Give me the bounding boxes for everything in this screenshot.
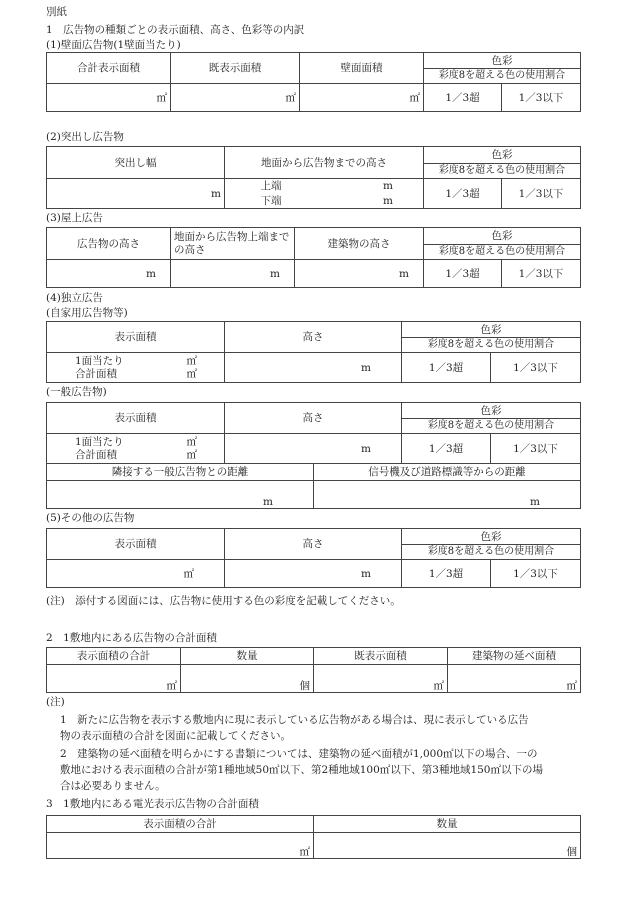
rooftop-ad-table: [46, 227, 581, 288]
rooftop-ad-title: (3)屋上広告: [46, 212, 103, 224]
unit-per-face: ㎡: [186, 354, 197, 367]
cell-color-over: 1／3超: [402, 434, 491, 464]
cell-color-under: 1／3以下: [491, 353, 581, 383]
header-building-height: 建築物の高さ: [295, 228, 424, 260]
section-2-note-2: [60, 746, 543, 794]
own-use-ad-title: (自家用広告物等): [46, 307, 128, 319]
cell-distance-signal: m: [314, 481, 581, 509]
label-bottom-edge: 下端: [225, 194, 285, 209]
header-color: 色彩: [402, 322, 581, 338]
cell-display-area: [47, 353, 225, 383]
note-1-line-1: 1 新たに広告物を表示する敷地内に現に表示している広告物がある場合は、現に表示している広告: [60, 714, 529, 726]
label-per-face: 1面当たり: [75, 435, 124, 448]
cell-floor-area: ㎡: [448, 665, 581, 693]
cell-existing-area: ㎡: [314, 665, 448, 693]
header-color-ratio: 彩度8を超える色の使用割合: [402, 419, 581, 434]
other-ad-table: [46, 528, 581, 588]
header-height: 高さ: [225, 322, 402, 353]
header-color-ratio: 彩度8を超える色の使用割合: [424, 245, 581, 260]
cell-color-under: 1／3以下: [491, 434, 581, 464]
own-use-ad-table: [46, 321, 581, 383]
header-height: 高さ: [225, 403, 402, 434]
cell-height: m: [225, 434, 402, 464]
cell-total-display-area: ㎡: [47, 833, 314, 859]
cell-distance-adjacent: m: [47, 481, 314, 509]
general-ad-table: [46, 402, 581, 509]
unit-total-area: ㎡: [186, 367, 197, 380]
cell-projection-width: m: [47, 179, 225, 209]
general-ad-title: (一般広告物): [46, 386, 107, 398]
section-2-note-1: [60, 712, 529, 744]
label-total-area: 合計面積: [75, 448, 117, 461]
cell-existing-area: ㎡: [171, 84, 300, 112]
header-wall-area: 壁面面積: [300, 53, 424, 84]
label-total-area: 合計面積: [75, 367, 117, 380]
site-total-area-table: [46, 647, 581, 693]
header-display-area: 表示面積: [47, 529, 225, 560]
note-1-line-2: 物の表示面積の合計を図面に記載してください。: [60, 730, 291, 742]
header-projection-width: 突出し幅: [47, 147, 225, 179]
cell-color-under: 1／3以下: [502, 179, 581, 209]
section-2-heading: 2 1敷地内にある広告物の合計面積: [46, 632, 217, 644]
cell-ad-height: m: [47, 260, 171, 288]
appendix-label: 別紙: [46, 6, 67, 18]
wall-ad-table: [46, 52, 581, 112]
cell-color-over: 1／3超: [424, 260, 502, 288]
cell-bottom-edge: m: [285, 194, 424, 209]
cell-quantity: 個: [314, 833, 581, 859]
header-color: 色彩: [424, 228, 581, 245]
section-3-heading: 3 1敷地内にある電光表示広告物の合計面積: [46, 798, 259, 810]
cell-color-over: 1／3超: [402, 353, 491, 383]
header-color: 色彩: [424, 53, 581, 69]
cell-color-under: 1／3以下: [502, 260, 581, 288]
header-height: 高さ: [225, 529, 402, 560]
freestanding-ad-title: (4)独立広告: [46, 292, 103, 304]
unit-per-face: ㎡: [186, 435, 197, 448]
header-total-display-area: 表示面積の合計: [47, 648, 181, 665]
header-distance-signal: 信号機及び道路標識等からの距離: [314, 464, 581, 481]
header-existing-area: 既表示面積: [314, 648, 448, 665]
cell-display-area: ㎡: [47, 560, 225, 588]
label-top-edge: 上端: [225, 179, 285, 194]
wall-ad-title: (1)壁面広告物(1壁面当たり): [46, 39, 181, 51]
header-height-to-top: 地面から広告物上端までの高さ: [171, 228, 295, 260]
header-color-ratio: 彩度8を超える色の使用割合: [424, 69, 581, 84]
header-color-ratio: 彩度8を超える色の使用割合: [402, 545, 581, 560]
header-floor-area: 建築物の延べ面積: [448, 648, 581, 665]
cell-color-over: 1／3超: [424, 179, 502, 209]
unit-total-area: ㎡: [186, 448, 197, 461]
note-2-line-3: 合は必要ありません。: [60, 780, 166, 792]
cell-height-to-top: m: [171, 260, 295, 288]
section-1-note: (注) 添付する図面には、広告物に使用する色の彩度を記載してください。: [46, 595, 401, 607]
cell-color-under: 1／3以下: [502, 84, 581, 112]
header-existing-area: 既表示面積: [171, 53, 300, 84]
header-display-area: 表示面積: [47, 403, 225, 434]
other-ad-title: (5)その他の広告物: [46, 512, 135, 524]
cell-color-under: 1／3以下: [491, 560, 581, 588]
cell-building-height: m: [295, 260, 424, 288]
header-quantity: 数量: [314, 816, 581, 833]
header-total-area: 合計表示面積: [47, 53, 171, 84]
note-2-line-2: 敷地における表示面積の合計が第1種地域50㎡以下、第2種地域100㎡以下、第3種地域150㎡以下の場: [60, 764, 543, 776]
cell-height: m: [225, 560, 402, 588]
cell-display-area: [47, 434, 225, 464]
cell-total-display-area: ㎡: [47, 665, 181, 693]
header-quantity: 数量: [181, 648, 314, 665]
header-color: 色彩: [424, 147, 581, 164]
cell-wall-area: ㎡: [300, 84, 424, 112]
header-color-ratio: 彩度8を超える色の使用割合: [424, 164, 581, 179]
projecting-ad-title: (2)突出し広告物: [46, 131, 124, 143]
electric-sign-area-table: [46, 815, 581, 859]
note-2-line-1: 2 建築物の延べ面積を明らかにする書類については、建築物の延べ面積が1,000㎡以下の場合、一の: [60, 748, 538, 760]
label-per-face: 1面当たり: [75, 354, 124, 367]
cell-top-edge: m: [285, 179, 424, 194]
header-total-display-area: 表示面積の合計: [47, 816, 314, 833]
header-display-area: 表示面積: [47, 322, 225, 353]
header-color-ratio: 彩度8を超える色の使用割合: [402, 338, 581, 353]
cell-color-over: 1／3超: [424, 84, 502, 112]
projecting-ad-table: [46, 146, 581, 209]
cell-height: m: [225, 353, 402, 383]
cell-quantity: 個: [181, 665, 314, 693]
cell-color-over: 1／3超: [402, 560, 491, 588]
header-ad-height: 広告物の高さ: [47, 228, 171, 260]
section-2-note-label: (注): [46, 696, 65, 708]
header-distance-adjacent: 隣接する一般広告物との距離: [47, 464, 314, 481]
header-color: 色彩: [402, 529, 581, 545]
header-color: 色彩: [402, 403, 581, 419]
section-1-heading: 1 広告物の種類ごとの表示面積、高さ、色彩等の内訳: [46, 24, 305, 36]
cell-total-area: ㎡: [47, 84, 171, 112]
header-height-from-ground: 地面から広告物までの高さ: [225, 147, 424, 179]
